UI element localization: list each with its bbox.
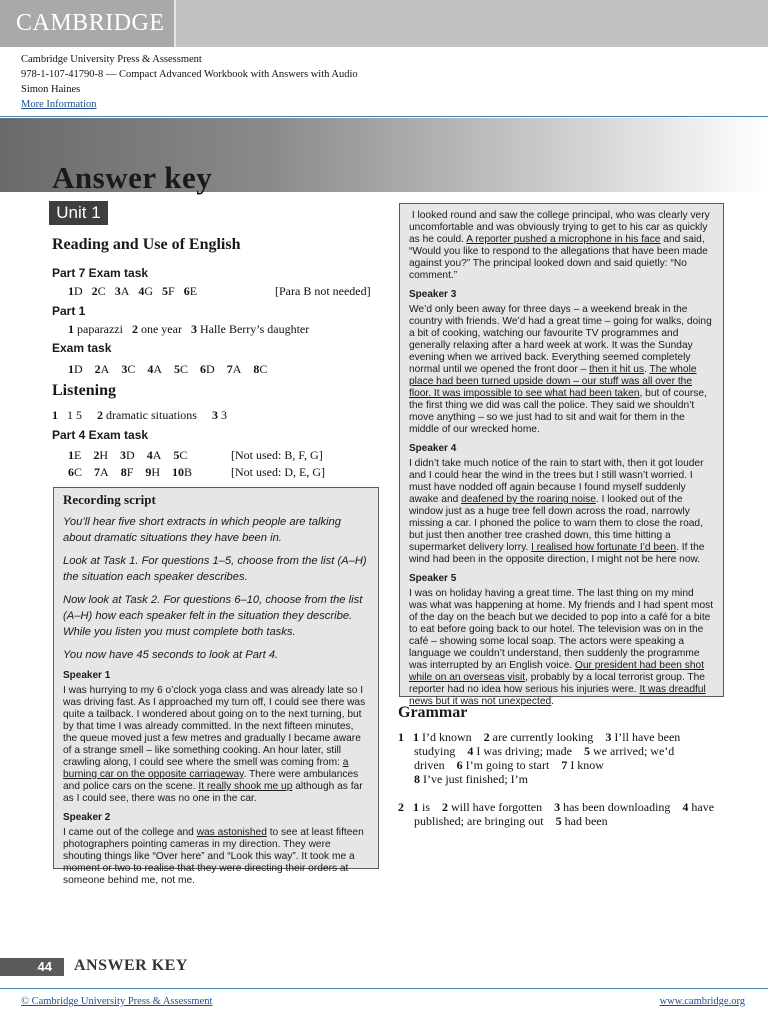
header-divider [0, 116, 768, 117]
speaker-3-text: We’d only been away for three days – a weekend break in the country with friends. We’d had a great time – going for walks, doing a bit of cooking, watching our favourite TV programmes and generally relaxing after a hard week at work. It was the Sunday evening when we arrived back. Everything seemed completely normal until we opened the front door – then it hit us. The whole place had been turned upside down – our stuff was all over the floor. It was impossible to see what had been taken, but of course, the first thing we did was call the police. They said we shouldn’t move anything – so we just had to sit and wait for them in the middle of our wrecked home. [409, 304, 712, 435]
speaker-4-text: I didn’t take much notice of the rain to start with, then it got louder and I could hear the wind in the trees but I still wasn’t worried. I must have nodded off again because I found myself suddenly awake and deafened by the roaring noise. I looked out of the window just as a huge tree fell down across the road, narrowly missing a car. I phoned the police to warn them to close the road, but just then another tree crashed down, this time hitting a supermarket delivery lorry. I realised how fortunate I’d been. If the wind had been in the opposite direction, I might not be here now. [409, 458, 705, 565]
speaker-1-label: Speaker 1 [63, 670, 111, 681]
script-intro-3: Now look at Task 2. For questions 6–10, choose from the list (A–H) how each speaker felt in the situation they describe. While you listen you must complete both tasks. [63, 594, 363, 638]
part7-label: Part 7 Exam task [52, 266, 149, 280]
grammar-q1: 1 1 I’d known 2 are currently looking 3 I’ll have been studying 4 I was driving; made 5 we arrived; we’d driven 6 I’m going to start 7 I know 8 I’ve just finished; I’m [398, 730, 681, 786]
speaker-3-label: Speaker 3 [409, 289, 457, 300]
speaker-2-text: I came out of the college and was astonished to see at least fifteen photographers pointing cameras in my direction. They were shouting things like “Over here” and “Look this way”. It took me a moment or two to realise that they were directing their orders at someone behind me, not me. [63, 827, 364, 886]
script-intro-1: You’ll hear five short extracts in which people are talking about dramatic situations they have been in. [63, 516, 341, 544]
grammar-q2: 2 1 is 2 will have forgotten 3 has been downloading 4 have published; are bringing out 5 had been [398, 800, 715, 828]
part4-row2-note: [Not used: D, E, G] [231, 465, 325, 479]
recording-script-box [53, 487, 379, 886]
script-intro-2: Look at Task 1. For questions 1–5, choose from the list (A–H) the situation each speaker describes. [63, 555, 367, 583]
author-name: Simon Haines [21, 84, 81, 95]
book-meta [21, 52, 358, 112]
recording-script-title: Recording script [63, 492, 156, 507]
grammar-heading: Grammar [398, 704, 468, 721]
publisher-name: Cambridge University Press & Assessment [21, 54, 202, 65]
exam-task-label: Exam task [52, 341, 112, 355]
isbn-title: 978-1-107-41790-8 — Compact Advanced Workbook with Answers with Audio [21, 69, 358, 80]
speaker-5-text: I was on holiday having a great time. The last thing on my mind was what was happening at home. My friends and I had spent most of the day on the beach but we decided to pop into a café for a bite to eat before going back to our hotel. The television was on in the café – showing some local soap. The actors were speaking a language we couldn’t understand, then suddenly the programme was interrupted by an English voice. Our president had been shot while on an overseas visit, probably by a local terrorist group. The reporter had no idea how serious his injuries were. It was dreadful news but it was not unexpected. [409, 588, 714, 707]
recording-script-continued-box [399, 203, 724, 707]
listening-heading: Listening [52, 382, 117, 399]
unit-badge: Unit 1 [49, 201, 108, 225]
cambridge-logo: CAMBRIDGE [0, 0, 176, 47]
speaker-4-label: Speaker 4 [409, 443, 457, 454]
part4-row1: 1E 2H 3D 4A 5C [68, 448, 188, 462]
speaker-1-text: I was hurrying to my 6 o’clock yoga class and was already late so I was driving fast. As I approached my turn off, I could see there was quite a tailback. I wondered about going on to the next turning, but by that time I was already committed. In the next fifteen minutes, the queue moved just a few metres and gradually I became aware of a strange smell – like something cooking. An hour later, still crawling along, I could see where the smell was coming from: a burning car on the opposite carriageway. There were ambulances and police cars on the scene. It really shook me up although as far as I could see, there was no one in the car. [63, 685, 366, 804]
page-number: 44 [0, 958, 64, 976]
speaker-5-label: Speaker 5 [409, 573, 457, 584]
exam-answers: 1D 2A 3C 4A 5C 6D 7A 8C [68, 362, 268, 376]
top-bar [0, 0, 768, 47]
part7-note: [Para B not needed] [275, 284, 371, 298]
speaker-2-label: Speaker 2 [63, 812, 111, 823]
listening-q1-answers: 1 1 5 2 dramatic situations 3 3 [52, 408, 227, 422]
script-intro-4: You now have 45 seconds to look at Part 4. [63, 649, 279, 661]
reading-heading: Reading and Use of English [52, 236, 241, 253]
page-title: Answer key [52, 160, 213, 195]
website-link[interactable]: www.cambridge.org [659, 996, 745, 1007]
part1-answers: 1 paparazzi 2 one year 3 Halle Berry’s daughter [68, 322, 310, 336]
part4-row2: 6C 7A 8F 9H 10B [68, 465, 193, 479]
copyright-link[interactable]: © Cambridge University Press & Assessment [21, 996, 213, 1007]
part1-label: Part 1 [52, 304, 86, 318]
part4-row1-note: [Not used: B, F, G] [231, 448, 323, 462]
footer-label: ANSWER KEY [74, 957, 188, 974]
part4-label: Part 4 Exam task [52, 428, 149, 442]
part7-answers: 1D 2C 3A 4G 5F 6E [68, 284, 198, 298]
speaker-2-text-continued: I looked round and saw the college principal, who was clearly very uncomfortable and was obviously trying to get to his car as quickly as he could. A reporter pushed a microphone in his face and said, “Would you like to respond to the allegations that have been made against you?” The principal looked down and said quietly: “No comment.” [409, 210, 710, 281]
more-information-link[interactable]: More Information [21, 99, 97, 110]
footer-divider [0, 988, 768, 989]
